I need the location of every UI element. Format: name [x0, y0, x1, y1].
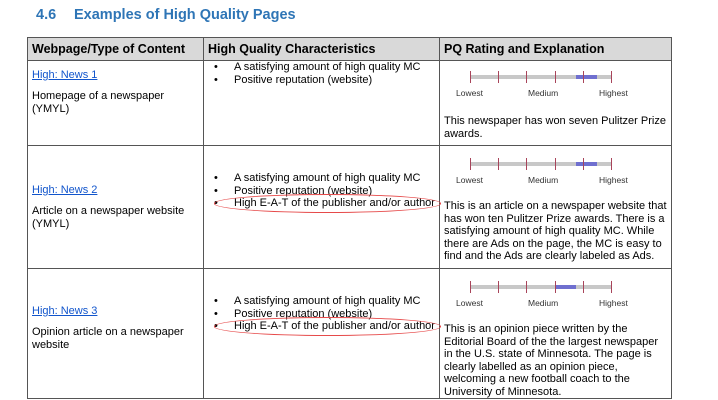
- characteristic-item: [214, 61, 439, 74]
- example-link[interactable]: High: News 1: [32, 69, 98, 81]
- highlighted-characteristic: High E-A-T of the publisher and/or author: [234, 197, 435, 209]
- scale-label-low: Lowest: [456, 298, 483, 308]
- characteristic-text: A satisfying amount of high quality MC: [234, 61, 421, 73]
- rating-tick: [583, 281, 584, 293]
- pq-rating-slider: [444, 67, 667, 101]
- section-number: 4.6: [36, 7, 57, 23]
- scale-label-low: Lowest: [456, 175, 483, 185]
- characteristic-text: Positive reputation (website): [234, 307, 373, 320]
- header-pq-rating: PQ Rating and Explanation: [440, 38, 672, 61]
- characteristic-item: [214, 74, 439, 87]
- rating-cell: [440, 269, 672, 399]
- table-header-row: [28, 38, 672, 61]
- characteristics-cell: [204, 269, 440, 399]
- examples-table: [27, 37, 672, 399]
- content-type-cell: [28, 146, 204, 269]
- characteristic-item: [214, 295, 439, 308]
- rating-tick: [555, 281, 556, 293]
- table-row: [28, 146, 672, 269]
- characteristic-text: A satisfying amount of high quality MC: [234, 172, 421, 184]
- rating-fill: [576, 75, 597, 79]
- characteristic-item: [214, 172, 439, 185]
- content-type-cell: [28, 269, 204, 399]
- rating-tick: [498, 158, 499, 170]
- example-link[interactable]: High: News 2: [32, 184, 98, 196]
- rating-tick: [498, 281, 499, 293]
- rating-tick: [498, 71, 499, 83]
- content-type-cell: [28, 61, 204, 146]
- characteristic-text: Positive reputation (website): [234, 73, 373, 86]
- rating-track: [470, 285, 611, 289]
- scale-label-high: Highest: [599, 298, 628, 308]
- example-link[interactable]: High: News 3: [32, 305, 98, 317]
- characteristic-text: Positive reputation (website): [234, 184, 373, 197]
- scale-label-mid: Medium: [528, 175, 559, 185]
- table-row: [28, 61, 672, 146]
- header-webpage-type: Webpage/Type of Content: [28, 38, 204, 61]
- characteristics-list: [204, 61, 439, 86]
- characteristic-item: [214, 197, 439, 210]
- section-heading: [36, 7, 296, 23]
- rating-tick: [470, 158, 471, 170]
- rating-tick: [470, 71, 471, 83]
- rating-cell: [440, 146, 672, 269]
- characteristic-text: A satisfying amount of high quality MC: [234, 295, 421, 307]
- characteristic-item: [214, 320, 439, 333]
- rating-cell: [440, 61, 672, 146]
- rating-tick: [526, 71, 527, 83]
- scale-label-mid: Medium: [528, 298, 559, 308]
- rating-tick: [555, 158, 556, 170]
- scale-label-high: Highest: [599, 175, 628, 185]
- pq-rating-slider: [444, 154, 667, 188]
- characteristics-list: [204, 295, 439, 333]
- rating-tick: [611, 158, 612, 170]
- highlighted-characteristic: High E-A-T of the publisher and/or author: [234, 320, 435, 332]
- table-row: [28, 269, 672, 399]
- rating-explanation: This is an opinion piece written by the Editorial Board of the the largest newspaper in the U.S. state of Minnesota. The page is clearly labelled as an opinion piece, welcoming a new football coach to the University of Minnesota.: [444, 323, 659, 398]
- rating-tick: [583, 158, 584, 170]
- rating-fill: [576, 162, 597, 166]
- rating-tick: [470, 281, 471, 293]
- characteristics-cell: [204, 146, 440, 269]
- rating-track: [470, 162, 611, 166]
- scale-label-high: Highest: [599, 88, 628, 98]
- content-type-text: Opinion article on a newspaper website: [32, 326, 184, 351]
- rating-track: [470, 75, 611, 79]
- rating-tick: [611, 281, 612, 293]
- scale-label-mid: Medium: [528, 88, 559, 98]
- rating-fill: [555, 285, 576, 289]
- characteristics-list: [204, 172, 439, 210]
- section-title: Examples of High Quality Pages: [74, 7, 296, 23]
- header-characteristics: High Quality Characteristics: [204, 38, 440, 61]
- rating-explanation: This newspaper has won seven Pulitzer Prize awards.: [444, 115, 666, 140]
- rating-tick: [526, 158, 527, 170]
- scale-label-low: Lowest: [456, 88, 483, 98]
- content-type-text: Article on a newspaper website (YMYL): [32, 205, 185, 230]
- rating-tick: [555, 71, 556, 83]
- rating-explanation: This is an article on a newspaper website that has won ten Pulitzer Prize awards. There is a satisfying amount of high quality MC. While there are Ads on the page, the MC is easy to find and the Ads are clearly labeled as Ads.: [444, 200, 667, 262]
- rating-tick: [611, 71, 612, 83]
- pq-rating-slider: [444, 277, 667, 311]
- rating-tick: [583, 71, 584, 83]
- content-type-text: Homepage of a newspaper (YMYL): [32, 90, 165, 115]
- rating-tick: [526, 281, 527, 293]
- characteristics-cell: [204, 61, 440, 146]
